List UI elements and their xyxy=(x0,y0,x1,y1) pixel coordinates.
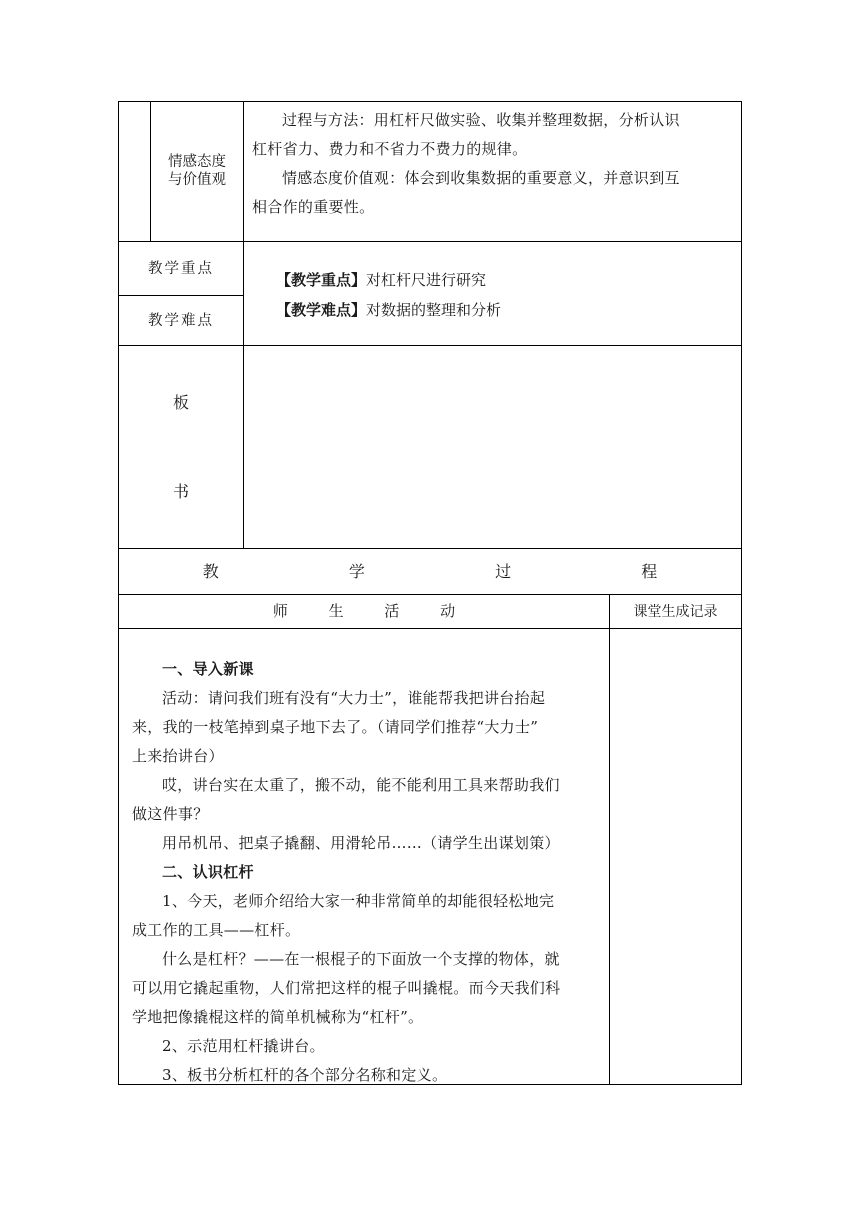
table-divider xyxy=(150,101,151,242)
content-line: 成工作的工具——杠杆。 xyxy=(132,921,301,939)
table-border-right xyxy=(741,101,742,1085)
content-line: 1、今天，老师介绍给大家一种非常简单的却能很轻松地完 xyxy=(162,892,555,910)
difficulty-tag: 【教学难点】 xyxy=(276,301,367,319)
focus-label: 教学重点 xyxy=(148,261,214,277)
table-divider xyxy=(609,594,610,1085)
table-divider xyxy=(118,295,244,296)
focus-tag: 【教学重点】 xyxy=(276,271,367,289)
board-label-top: 板 xyxy=(172,393,189,412)
table-border-top xyxy=(118,101,742,102)
record-column-header: 课堂生成记录 xyxy=(633,604,718,620)
table-divider xyxy=(118,594,742,595)
table-divider xyxy=(118,345,742,346)
process-title: 教 学 过 程 xyxy=(202,562,698,581)
attitude-label xyxy=(152,153,242,189)
content-line: 活动：请问我们班有没有“大力士”，谁能帮我把讲台抬起 xyxy=(162,689,546,707)
content-line: 3、板书分析杠杆的各个部分名称和定义。 xyxy=(162,1066,448,1084)
activity-column-header: 师 生 活 动 xyxy=(272,602,474,620)
table-divider xyxy=(243,101,244,549)
section-heading: 一、导入新课 xyxy=(162,660,254,678)
content-line: 做这件事？ xyxy=(132,805,209,823)
activity-content xyxy=(132,655,608,1090)
difficulty-label: 教学难点 xyxy=(148,313,214,329)
content-line: 用吊机吊、把桌子撬翻、用滑轮吊……（请学生出谋划策） xyxy=(162,834,560,852)
table-divider xyxy=(118,628,742,629)
content-line: 可以用它撬起重物，人们常把这样的棍子叫撬棍。而今天我们科 xyxy=(132,979,561,997)
objective-line: 相合作的重要性。 xyxy=(252,198,375,216)
content-line: 2、示范用杠杆撬讲台。 xyxy=(162,1037,325,1055)
objectives-text xyxy=(252,106,736,222)
content-line: 学地把像撬棍这样的简单机械称为“杠杆”。 xyxy=(132,1008,424,1026)
objective-line: 过程与方法：用杠杆尺做实验、收集并整理数据，分析认识 xyxy=(282,111,680,129)
focus-text: 对杠杆尺进行研究 xyxy=(366,271,487,289)
section-heading: 二、认识杠杆 xyxy=(162,863,254,881)
content-line: 来，我的一枝笔掉到桌子地下去了。（请同学们推荐“大力士” xyxy=(132,718,539,736)
attitude-label-line1: 情感态度 xyxy=(168,154,226,170)
table-border-left xyxy=(118,101,119,1085)
content-line: 哎，讲台实在太重了，搬不动，能不能利用工具来帮助我们 xyxy=(162,776,560,794)
difficulty-text: 对数据的整理和分析 xyxy=(366,301,502,319)
focus-content xyxy=(276,271,486,289)
attitude-label-line2: 与价值观 xyxy=(168,172,226,188)
objective-line: 杠杆省力、费力和不省力不费力的规律。 xyxy=(252,140,528,158)
content-line: 什么是杠杆？——在一根棍子的下面放一个支撑的物体，就 xyxy=(162,950,560,968)
board-label-bottom: 书 xyxy=(172,482,189,501)
objective-line: 情感态度价值观：体会到收集数据的重要意义，并意识到互 xyxy=(282,169,680,187)
difficulty-content xyxy=(276,301,501,319)
content-line: 上来抬讲台） xyxy=(132,747,224,765)
table-divider xyxy=(118,548,742,549)
table-divider xyxy=(118,241,742,242)
